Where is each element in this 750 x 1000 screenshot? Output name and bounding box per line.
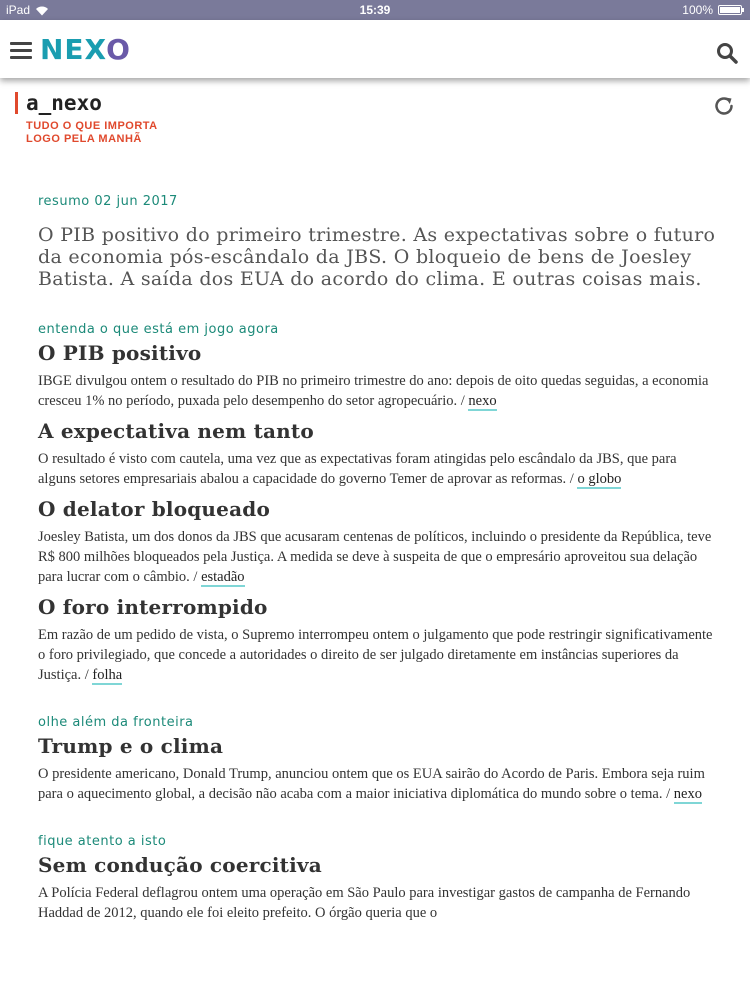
item-title: A expectativa nem tanto: [38, 419, 314, 443]
search-icon[interactable]: [716, 42, 738, 64]
logo-text: NEXO: [40, 33, 131, 66]
device-label: iPad: [6, 3, 31, 17]
battery-fill: [720, 7, 740, 13]
logo-o-letter: O: [106, 33, 131, 66]
item-text: Joesley Batista, um dos donos da JBS que acusaram centenas de políticos, incluindo o presidente da República, teve R$ 800 milhões bloqueados pela Justiça. A medida se deve à suspeita de que o empresário aproveitou sua delação para lucrar com o câmbio. /: [38, 529, 712, 585]
source-link[interactable]: nexo: [673, 786, 702, 802]
menu-icon[interactable]: [10, 42, 32, 59]
item-body: [38, 449, 718, 489]
section-kicker: olhe além da fronteira: [38, 715, 194, 730]
summary-text: O PIB positivo do primeiro trimestre. As expectativas sobre o futuro da economia pós-escândalo da JBS. O bloqueio de bens de Joesley Batista. A saída dos EUA do acordo do clima. E outras coisas mais.: [38, 224, 716, 290]
item-title: O foro interrompido: [38, 595, 268, 619]
section-entenda: [38, 322, 718, 685]
item-body: [38, 764, 718, 804]
status-time: 15:39: [359, 3, 391, 17]
source-link[interactable]: folha: [92, 667, 123, 683]
newsletter-content: [38, 194, 718, 931]
battery-icon: [718, 5, 742, 15]
battery-percent: 100%: [682, 3, 713, 17]
newsletter-brand: [15, 92, 158, 146]
item-body: [38, 883, 718, 923]
source-link[interactable]: o globo: [577, 471, 622, 487]
top-navbar: [0, 20, 750, 78]
item-text: Em razão de um pedido de vista, o Supremo interrompeu ontem o julgamento que pode restringir significativamente o foro privilegiado, que concede a autoridades o direito de ser julgado diretamente em instâncias superiores da Justiça. /: [38, 627, 713, 683]
item-text: IBGE divulgou ontem o resultado do PIB no primeiro trimestre do ano: depois de oito quedas seguidas, a economia cresceu 1% no período, puxada pelo desempenho do setor agropecuário. /: [38, 373, 709, 409]
item-title: O delator bloqueado: [38, 497, 270, 521]
item-title: Trump e o clima: [38, 734, 224, 758]
item-text: O presidente americano, Donald Trump, anunciou ontem que os EUA sairão do Acordo de Paris. Embora seja ruim para o aquecimento global, a decisão não acaba com a maior iniciativa diplomática do mundo sobre o tema. /: [38, 766, 705, 802]
section-kicker: entenda o que está em jogo agora: [38, 322, 279, 337]
item-text: O resultado é visto com cautela, uma vez que as expectativas foram atingidas pelo escândalo da JBS, que para alguns setores empresariais abalou a capacidade do governo Temer de aprovar as reformas. /: [38, 451, 677, 487]
brand-tagline: TUDO O QUE IMPORTA LOGO PELA MANHÃ: [26, 120, 158, 145]
source-link[interactable]: estadão: [201, 569, 245, 585]
item-text: A Polícia Federal deflagrou ontem uma operação em São Paulo para investigar gastos de campanha de Fernando Haddad de 2012, quando ele foi eleito prefeito. O órgão queria que o: [38, 885, 691, 921]
item-body: [38, 527, 718, 587]
status-bar: [0, 0, 750, 20]
brand-title: a_nexo: [15, 92, 158, 114]
summary-date: resumo 02 jun 2017: [38, 194, 178, 209]
section-fronteira: [38, 715, 718, 804]
section-atento: [38, 834, 718, 923]
section-kicker: fique atento a isto: [38, 834, 167, 849]
source-link[interactable]: nexo: [468, 393, 497, 409]
item-title: O PIB positivo: [38, 341, 202, 365]
item-title: Sem condução coercitiva: [38, 853, 322, 877]
item-body: [38, 371, 718, 411]
nexo-logo[interactable]: [40, 33, 131, 66]
item-body: [38, 625, 718, 685]
refresh-icon[interactable]: [712, 94, 736, 118]
status-right: [682, 3, 742, 17]
